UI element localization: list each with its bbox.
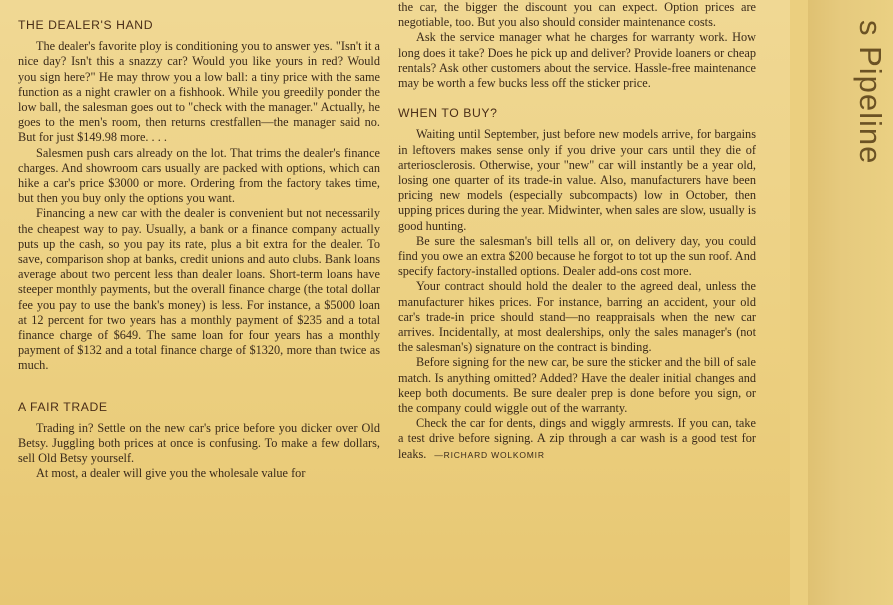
section-heading-when-to-buy: WHEN TO BUY? [398, 106, 498, 121]
paragraph: Financing a new car with the dealer is convenient but not necessarily the cheapest way to pay. Usually, a bank or a finance company actually puts up the cash, so you pay its rate, plus a bit extra for the dealer. To save, comparison shop at banks, credit unions and auto clubs. Bank loans average about two percent less than dealer loans. Short-term loans have steeper monthly payments, but the overall finance charge (the total dollar fee you pay to use the bank's money) is less. For instance, a $5000 loan at 12 percent for two years has a monthly payment of $235 and a total finance charge of $649. The same loan for four years has a monthly payment of $132 and a total finance charge of $1320, more than twice as much. [18, 206, 380, 373]
paragraph-final [398, 416, 756, 463]
paragraph-final-text: Check the car for dents, dings and wiggly armrests. If you can, take a test drive before signing. A zip through a car wash is a good test for leaks. [398, 416, 756, 461]
paragraph: Trading in? Settle on the new car's price before you dicker over Old Betsy. Juggling both prices at once is confusing. To make a few dollars, sell Old Betsy yourself. [18, 420, 380, 466]
section-heading-fair-trade: A FAIR TRADE [18, 399, 108, 414]
author-signature: —RICHARD WOLKOMIR [434, 449, 545, 460]
paragraph: At most, a dealer will give you the wholesale value for [36, 466, 306, 481]
paragraph-continuation: the car, the bigger the discount you can expect. Option prices are negotiable, too. But you also should consider maintenance costs. [398, 0, 756, 30]
paragraph: Waiting until September, just before new models arrive, for bargains in leftovers makes sense only if you drive your cars until they die of arteriosclerosis. Otherwise, your "new" car will instantly be a year old, losing one quarter of its trade-in value. Also, manufacturers have been pricing new models (especially subcompacts) low in October, then upping prices during the year. Midwinter, when sales are slow, usually is good hunting. [398, 127, 756, 233]
paragraph: The dealer's favorite ploy is conditioning you to answer yes. "Isn't it a nice day? Isn't this a snazzy car? Would you like yours in red? Would you sign here?" He may throw you a low ball: a tiny price with the same function as a night crawler on a fishhook. While you greedily ponder the low ball, the salesman goes out to "check with the manager." Actually, he goes to the men's room, then returns crestfallen—the manager said no. But for just $149.98 more. . . . [18, 39, 380, 145]
paragraph: Your contract should hold the dealer to the agreed deal, unless the manufacturer hikes prices. For instance, barring an accident, your old car's trade-in price should stand—no reappraisals when the new car arrives. Incidentally, at most dealerships, only the sales manager's (not the salesman's) signature on the contract is binding. [398, 279, 756, 355]
right-column [398, 0, 756, 463]
section-heading-dealers-hand: THE DEALER'S HAND [18, 18, 154, 32]
paragraph: Be sure the salesman's bill tells all or, on delivery day, you could find you owe an extra $200 because he forgot to tot up the sun roof. And specify factory-installed options. Dealer add-ons cost more. [398, 233, 756, 279]
left-column [18, 18, 380, 482]
side-tab-label: s Pipeline [853, 20, 888, 165]
paragraph: Salesmen push cars already on the lot. That trims the dealer's finance charges. And showroom cars usually are packed with options, which can hike a car's price $3000 or more. Ordering from the factory takes time, but then you buy only the options you want. [18, 145, 380, 206]
paragraph: Before signing for the new car, be sure the sticker and the bill of sale match. Is anything omitted? Added? Have the dealer initial changes and keep both documents. Be sure dealer prep is done before you sign, or the company could wiggle out of the warranty. [398, 355, 756, 416]
paragraph: Ask the service manager what he charges for warranty work. How long does it take? Does he pick up and deliver? Provide loaners or cheap rentals? Ask other customers about the service. Hassle-free maintenance may be worth a few bucks less off the sticker price. [398, 30, 756, 91]
